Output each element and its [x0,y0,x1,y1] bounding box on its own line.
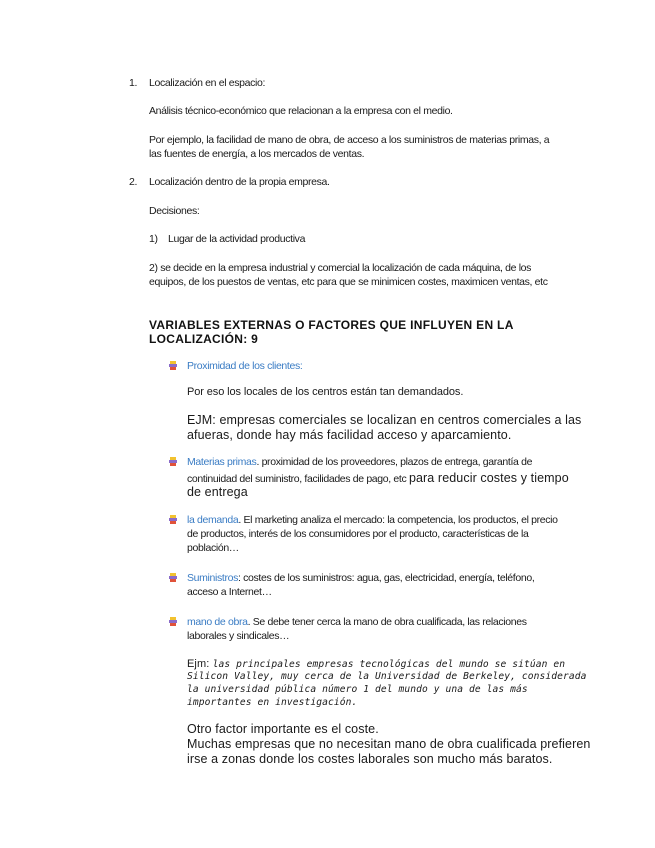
factor-materials-text2a: continuidad del suministro, facilidades de pago, etc [187,473,409,485]
factor-labor-line1 [187,615,527,629]
list-number-1: 1. [129,77,138,89]
factor-materials-label: Materias primas [187,456,257,468]
factor-labor-ejm-line3: la universidad pública número 1 del mundo y una de las más [187,684,528,695]
section2-decisions: Decisiones: [149,205,200,217]
factor-proximity-label: Proximidad de los clientes: [187,360,303,372]
factor-labor-ejm-line2: Silicon Valley, muy cerca de la Universidad de Berkeley, considerada [187,671,587,682]
section2-item1-number: 1) [149,233,158,245]
factor-demand-line1 [187,513,558,527]
factor-labor-cost-line3: irse a zonas donde los costes laborales son mucho más baratos. [187,752,553,766]
factor-labor-ejm-text1: las principales empresas tecnológicas del mundo se sitúan en [212,659,566,670]
factor-demand-text2: de productos, interés de los consumidores por el producto, características de la [187,528,529,540]
factor-labor-text2: laborales y sindicales… [187,630,290,642]
factor-labor-text1: . Se debe tener cerca la mano de obra cualificada, las relaciones [247,616,527,628]
factor-supplies-text1: : costes de los suministros: agua, gas, electricidad, energía, teléfono, [238,572,535,584]
section2-title: Localización dentro de la propia empresa. [149,176,330,188]
factors-heading-line2: LOCALIZACIÓN: 9 [149,332,259,346]
factor-labor-cost-line2: Muchas empresas que no necesitan mano de obra cualificada prefieren [187,737,591,751]
factor-supplies-line1 [187,571,534,585]
factor-proximity-ejm-line2: afueras, donde hay más facilidad acceso y aparcamiento. [187,428,512,442]
list-number-2: 2. [129,176,138,188]
factor-demand-text3: población… [187,542,239,554]
factors-heading-line1: VARIABLES EXTERNAS O FACTORES QUE INFLUYEN EN LA [149,318,514,332]
factor-labor-ejm-line1 [187,658,565,672]
factor-labor-cost-line1: Otro factor importante es el coste. [187,722,379,736]
factor-demand-label: la demanda [187,514,239,526]
bullet-icon [169,573,178,582]
bullet-icon [169,457,178,466]
section1-example-line1: Por ejemplo, la facilidad de mano de obra, de acceso a los suministros de materias primas, a [149,134,550,146]
section2-item2-line2: equipos, de los puestos de ventas, etc para que se minimicen costes, maximicen ventas, etc [149,276,548,288]
bullet-icon [169,515,178,524]
factor-materials-line1 [187,455,532,469]
section2-item1: Lugar de la actividad productiva [168,233,306,245]
section1-example-line2: las fuentes de energía, a los mercados de ventas. [149,148,365,160]
factor-labor-label: mano de obra [187,616,248,628]
factor-supplies-text2: acceso a Internet… [187,586,272,598]
bullet-icon [169,617,178,626]
factor-proximity-ejm-line1: EJM: empresas comerciales se localizan en centros comerciales a las [187,413,582,427]
factor-supplies-label: Suministros [187,572,238,584]
factor-demand-text1: . El marketing analiza el mercado: la competencia, los productos, el precio [238,514,558,526]
factor-proximity-note: Por eso los locales de los centros están tan demandados. [187,386,464,398]
factor-materials-text3: de entrega [187,485,248,499]
section2-item2-line1: 2) se decide en la empresa industrial y comercial la localización de cada máquina, de los [149,262,532,274]
bullet-icon [169,361,178,370]
factor-materials-text1: . proximidad de los proveedores, plazos de entrega, garantía de [256,456,533,468]
section1-title: Localización en el espacio: [149,77,266,89]
factor-labor-ejm-line4: importantes en investigación. [187,697,358,708]
factor-labor-ejm-lead: Ejm: [187,658,213,670]
factor-materials-text2b: para reducir costes y tiempo [408,471,569,485]
section1-desc: Análisis técnico-económico que relacionan a la empresa con el medio. [149,105,453,117]
